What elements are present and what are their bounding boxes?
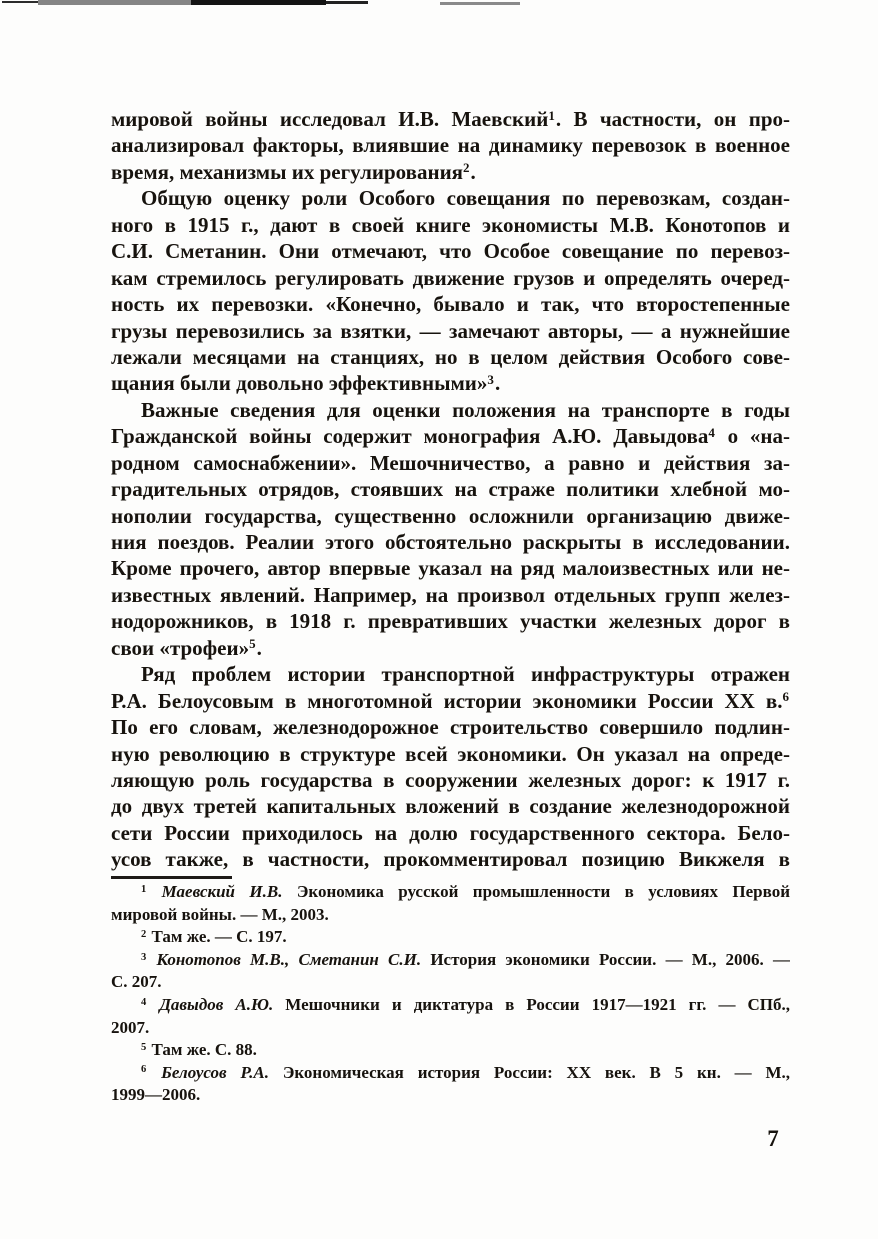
text-segment: известных явлений. Например, на произвол отдельных групп желез- bbox=[111, 582, 790, 607]
text-segment: Р.А. Белоусовым в многотомной истории экономики России XX в. bbox=[111, 688, 783, 713]
text-segment: . bbox=[470, 159, 476, 184]
page-number: 7 bbox=[767, 1126, 779, 1151]
text-line bbox=[111, 688, 790, 714]
text-line bbox=[111, 450, 790, 476]
text-line bbox=[111, 106, 790, 132]
scan-artifact-bar bbox=[191, 0, 326, 5]
text-line bbox=[111, 370, 790, 396]
text-segment: ния поездов. Реалии этого обстоятельно раскрыты в исследовании. bbox=[111, 530, 790, 554]
footnotes bbox=[111, 881, 790, 1107]
text-line bbox=[111, 846, 790, 872]
scan-artifact-bar bbox=[326, 1, 368, 4]
text-line bbox=[111, 159, 790, 185]
text-segment: Давыдов А.Ю. bbox=[147, 994, 274, 1014]
footnote-marker: 4 bbox=[141, 996, 147, 1008]
footnote-marker: 6 bbox=[782, 689, 789, 705]
footnote-marker: 3 bbox=[487, 371, 494, 387]
text-line bbox=[111, 212, 790, 238]
text-line bbox=[111, 185, 790, 211]
text-segment: лежали месяцами на станциях, но в целом действия Особого сове- bbox=[111, 344, 790, 369]
text-segment: 1999—2006. bbox=[111, 1085, 201, 1105]
text-segment: щания были довольно эффективными» bbox=[111, 371, 488, 396]
text-segment: ность их перевозки. «Конечно, бывало и так, что второстепенные bbox=[111, 292, 790, 317]
text-segment: Белоусов Р.А. bbox=[147, 1062, 269, 1082]
scan-artifact-bar bbox=[440, 2, 520, 5]
text-line bbox=[111, 318, 790, 344]
text-segment: анализировал факторы, влиявшие на динамику перевозок в военное bbox=[111, 133, 790, 158]
scan-artifact-bar bbox=[38, 0, 191, 5]
text-line bbox=[111, 291, 790, 317]
text-segment: родном самоснабжении». Мешочничество, а равно и действия за- bbox=[111, 450, 790, 475]
text-segment: свои «трофеи» bbox=[111, 635, 250, 660]
text-segment: Маевский И.В. bbox=[147, 882, 283, 901]
text-segment: кам стремилось регулировать движение грузов и определять очеред- bbox=[111, 265, 790, 290]
text-line bbox=[111, 714, 790, 740]
footnote-marker: 2 bbox=[141, 928, 147, 940]
text-line bbox=[111, 582, 790, 608]
text-segment: до двух третей капитальных вложений в создание железнодорожной bbox=[111, 794, 790, 819]
text-line bbox=[111, 423, 790, 449]
footnote-marker: 1 bbox=[141, 883, 147, 895]
text-line bbox=[111, 741, 790, 767]
text-line bbox=[111, 661, 790, 687]
text-line bbox=[111, 1017, 790, 1040]
text-line bbox=[111, 132, 790, 158]
text-segment: История экономики России. — М., 2006. — bbox=[421, 949, 790, 969]
footnote-marker: 4 bbox=[708, 424, 715, 440]
text-segment: усов также, в частности, прокомментировал позицию Викжеля в bbox=[111, 847, 790, 872]
body-text bbox=[111, 106, 790, 873]
footnote-marker: 3 bbox=[141, 951, 147, 963]
text-segment: ного в 1915 г., дают в своей книге экономисты М.В. Конотопов и bbox=[111, 212, 790, 237]
text-segment: Кроме прочего, автор впервые указал на ряд малоизвестных или не- bbox=[111, 556, 790, 581]
text-segment: нодорожников, в 1918 г. превративших участки железных дорог в bbox=[111, 609, 790, 634]
text-segment: Экономическая история России: XX век. В 5 кн. — М., bbox=[269, 1062, 790, 1082]
text-segment: С.И. Сметанин. Они отмечают, что Особое совещание по перевоз- bbox=[111, 239, 790, 264]
text-line bbox=[111, 767, 790, 793]
text-segment: мировой войны. — М., 2003. bbox=[111, 904, 329, 924]
footnote-marker: 5 bbox=[141, 1041, 147, 1053]
text-line bbox=[111, 344, 790, 370]
text-segment: . В частности, он про- bbox=[555, 107, 790, 131]
text-line bbox=[111, 555, 790, 581]
text-line bbox=[111, 608, 790, 634]
text-line bbox=[111, 397, 790, 423]
text-line bbox=[111, 635, 790, 661]
text-segment: ную революцию в структуре всей экономики. Он указал на опреде- bbox=[111, 741, 790, 766]
text-segment: Экономика русской промышленности в условиях Первой bbox=[282, 882, 790, 901]
text-line bbox=[111, 926, 790, 949]
text-line bbox=[111, 994, 790, 1017]
text-segment: ляющую роль государства в сооружении железных дорог: к 1917 г. bbox=[111, 767, 790, 792]
text-segment: Общую оценку роли Особого совещания по перевозкам, создан- bbox=[141, 186, 790, 211]
text-line bbox=[111, 238, 790, 264]
text-segment: время, механизмы их регулирования bbox=[111, 159, 464, 184]
text-line bbox=[111, 820, 790, 846]
text-segment: нополии государства, существенно осложнили организацию движе- bbox=[111, 503, 790, 528]
text-segment: сети России приходилось на долю государственного сектора. Бело- bbox=[111, 820, 790, 845]
text-segment: Гражданской войны содержит монография А.Ю. Давыдова bbox=[111, 424, 709, 449]
text-segment: Конотопов М.В., Сметанин С.И. bbox=[147, 949, 422, 969]
footnote-marker: 2 bbox=[463, 160, 470, 176]
text-segment: мировой войны исследовал И.В. Маевский bbox=[111, 107, 549, 131]
footnote-marker: 1 bbox=[548, 107, 555, 123]
text-line bbox=[111, 1084, 790, 1107]
text-segment: По его словам, железнодорожное строительство совершило подлин- bbox=[111, 715, 790, 740]
scan-artifact-bar bbox=[2, 1, 38, 3]
text-segment: . bbox=[256, 635, 262, 660]
text-segment: градительных отрядов, стоявших на страже политики хлебной мо- bbox=[111, 477, 790, 502]
text-line bbox=[111, 881, 790, 904]
text-segment: 2007. bbox=[111, 1017, 150, 1037]
text-line bbox=[111, 503, 790, 529]
text-line bbox=[111, 971, 790, 994]
text-segment: Ряд проблем истории транспортной инфраструктуры отражен bbox=[141, 662, 790, 687]
text-segment: С. 207. bbox=[111, 972, 162, 992]
footnote-marker: 5 bbox=[249, 636, 256, 652]
text-segment: Там же. — С. 197. bbox=[147, 927, 287, 947]
text-line bbox=[111, 476, 790, 502]
footnote-separator bbox=[111, 876, 232, 879]
text-segment: о «на- bbox=[715, 424, 790, 449]
text-line bbox=[111, 1039, 790, 1062]
text-line bbox=[111, 949, 790, 972]
text-line bbox=[111, 1062, 790, 1085]
text-segment: Важные сведения для оценки положения на транспорте в годы bbox=[141, 397, 790, 422]
text-segment: . bbox=[494, 371, 501, 396]
text-line bbox=[111, 265, 790, 291]
footnote-marker: 6 bbox=[141, 1064, 147, 1076]
text-segment: грузы перевозились за взятки, — замечают авторы, — а нужнейшие bbox=[111, 318, 790, 343]
text-line bbox=[111, 793, 790, 819]
text-segment: Там же. С. 88. bbox=[147, 1040, 257, 1060]
text-segment: Мешочники и диктатура в России 1917—1921 гг. — СПб., bbox=[273, 994, 790, 1014]
text-line bbox=[111, 529, 790, 555]
text-line bbox=[111, 904, 790, 927]
